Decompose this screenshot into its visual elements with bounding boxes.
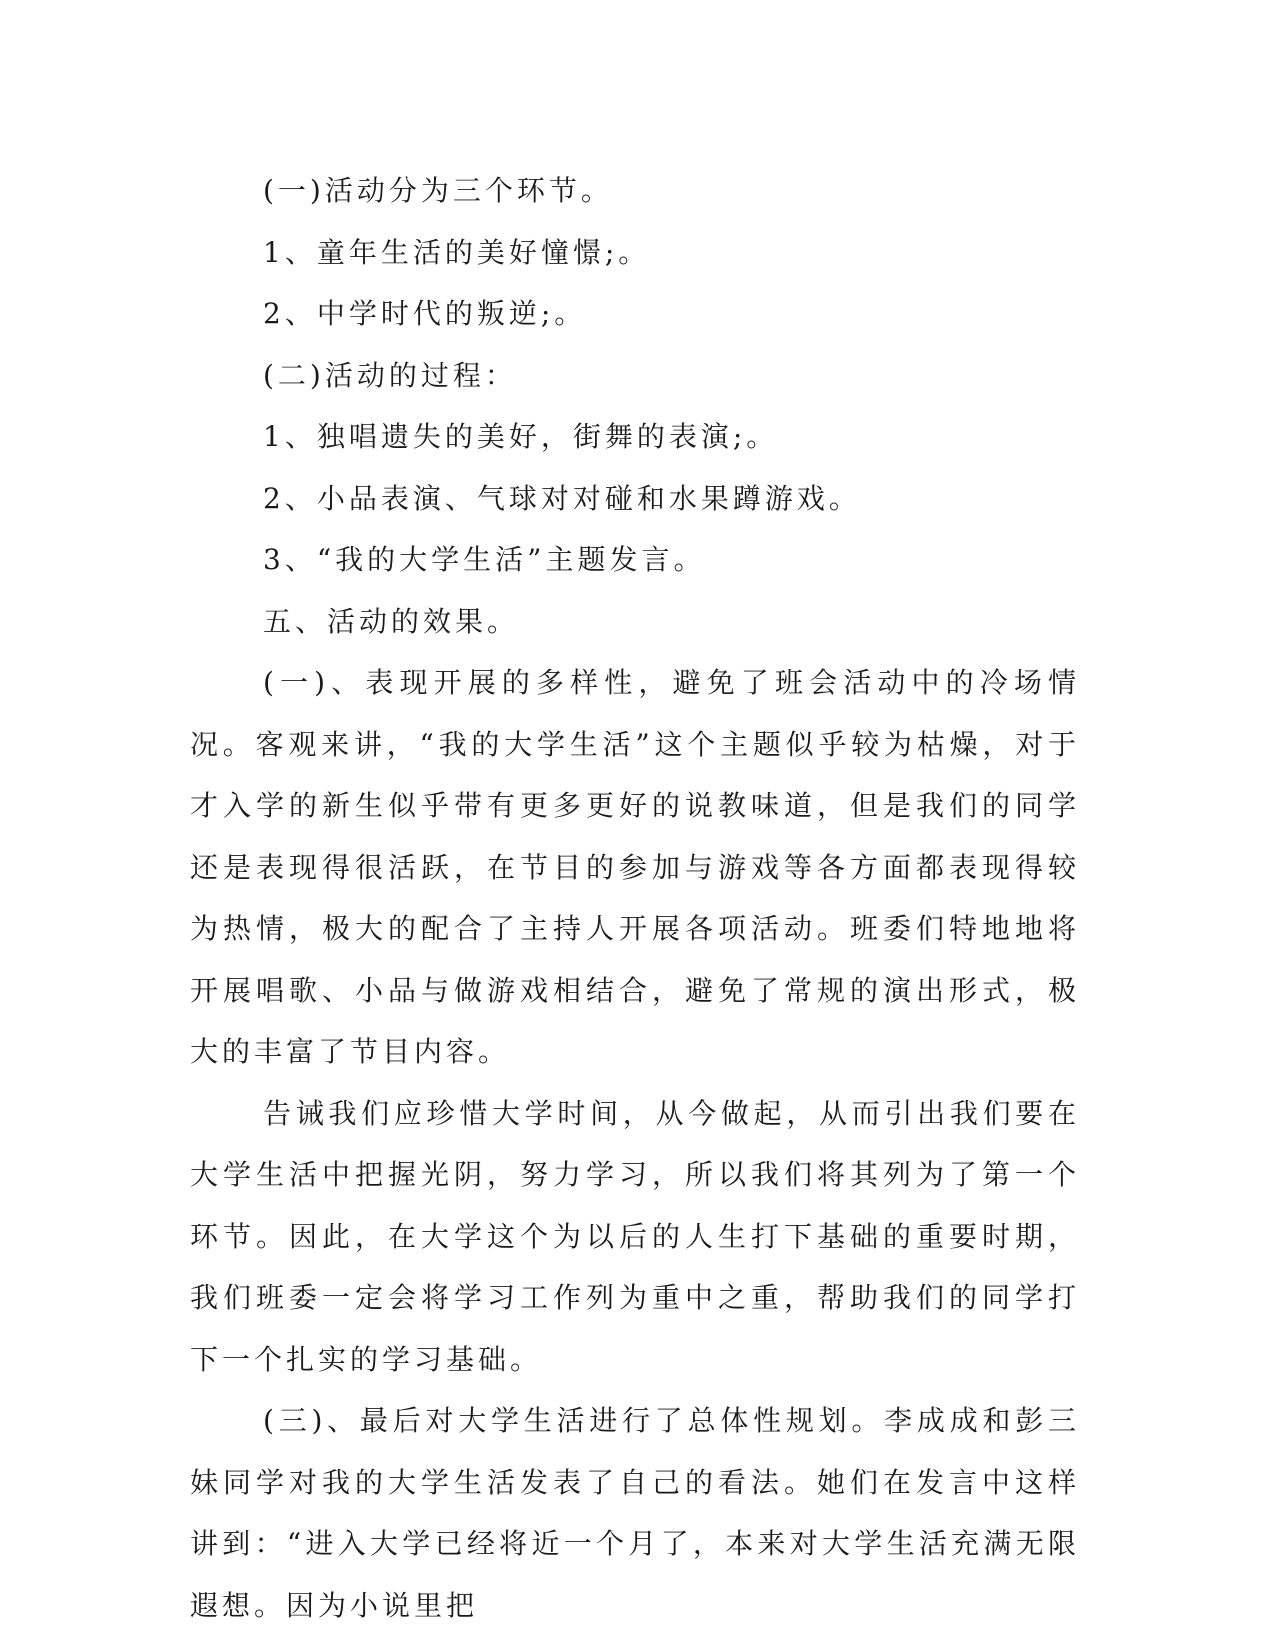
paragraph-activity-effects: 五、活动的效果。 (263, 604, 520, 638)
paragraph-theme-speech: 3、“我的大学生活”主题发言。 (263, 543, 706, 576)
paragraph-childhood-life: 1、童年生活的美好憧憬;。 (263, 235, 651, 269)
paragraph-cherish-time: 告诫我们应珍惜大学时间，从今做起，从而引出我们要在大学生活中把握光阴，努力学习，所以我们将其列为了第一个环节。因此，在大学这个为以后的人生打下基础的重要时期，我们班委一定会将学习工作列为重中之重，帮助我们的同学打下一个扎实的学习基础。 (190, 1096, 1080, 1376)
paragraph-skit-games: 2、小品表演、气球对对碰和水果蹲游戏。 (263, 481, 861, 515)
paragraph-activity-sections: (一)活动分为三个环节。 (263, 174, 613, 207)
document-body (190, 160, 1080, 1636)
paragraph-overall-planning: (三)、最后对大学生活进行了总体性规划。李成成和彭三妹同学对我的大学生活发表了自己的看法。她们在发言中这样讲到：“进入大学已经将近一个月了，本来对大学生活充满无限遐想。因为小说里把 (190, 1404, 1080, 1622)
paragraph-middle-school: 2、中学时代的叛逆;。 (263, 297, 587, 330)
paragraph-solo-singing: 1、独唱遗失的美好，街舞的表演;。 (263, 420, 779, 453)
paragraph-activity-process: (二)活动的过程： (263, 358, 517, 392)
paragraph-diversity: (一)、表现开展的多样性，避免了班会活动中的冷场情况。客观来讲，“我的大学生活”这个主题似乎较为枯燥，对于才入学的新生似乎带有更多更好的说教味道，但是我们的同学还是表现得很活跃，在节目的参加与游戏等各方面都表现得较为热情，极大的配合了主持人开展各项活动。班委们特地地将开展唱歌、小品与做游戏相结合，避免了常规的演出形式，极大的丰富了节目内容。 (190, 666, 1080, 1068)
